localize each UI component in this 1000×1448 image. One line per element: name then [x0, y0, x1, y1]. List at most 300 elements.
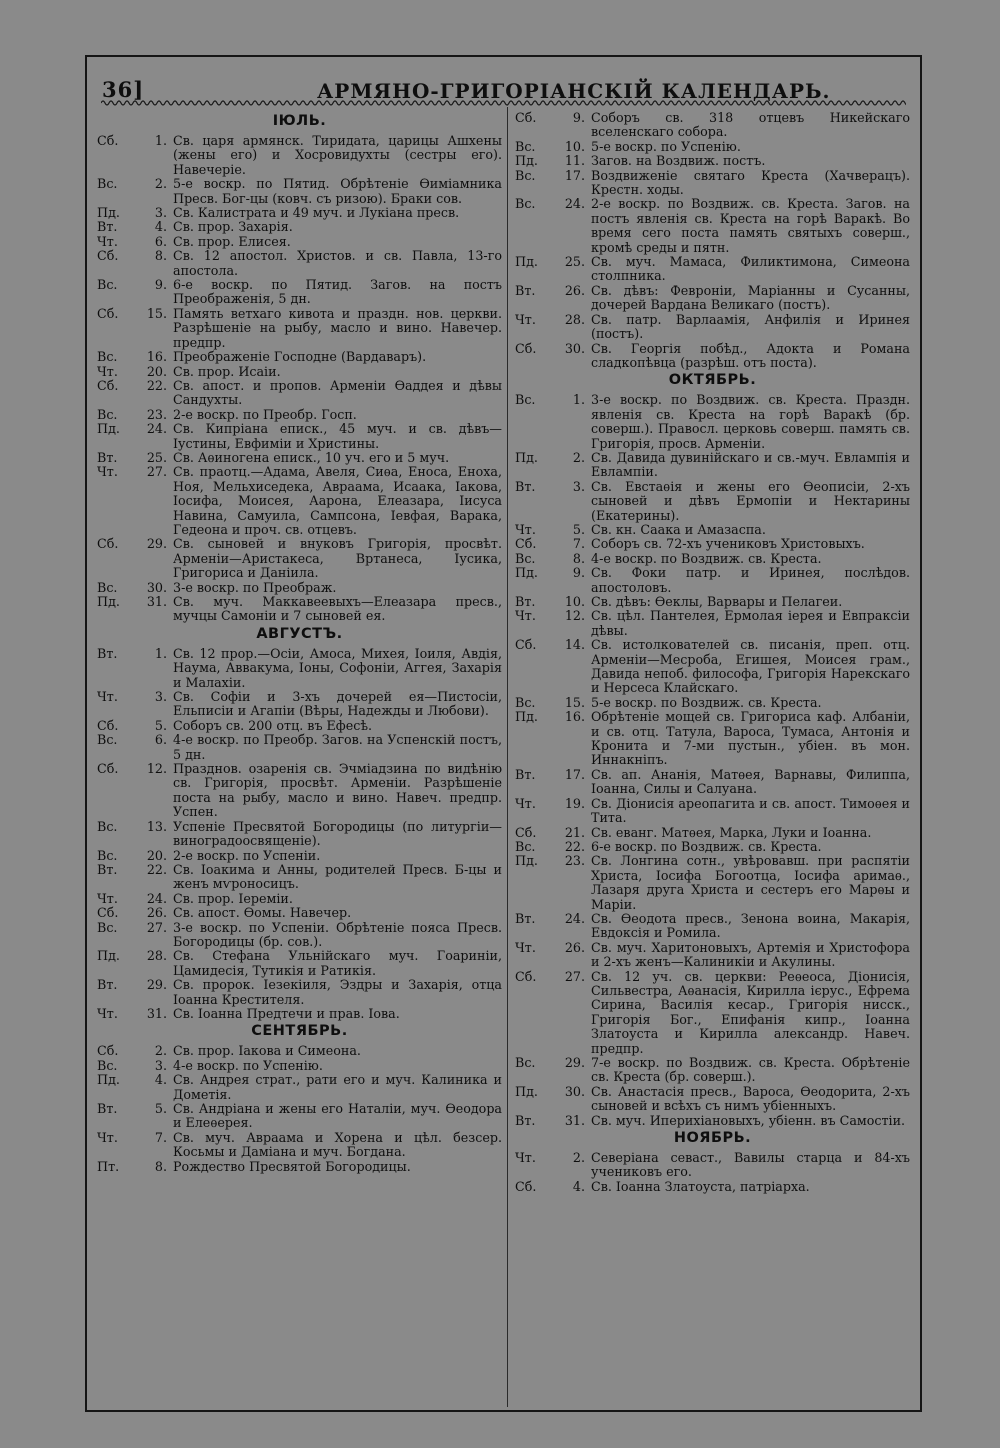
feast-text: Св. муч. Маккавеевыхъ—Елеазара пресв., мучцы Самоніи и 7 сыновей ея.: [173, 594, 502, 624]
month-section: [97, 626, 502, 1022]
feast-text: Преображеніе Господне (Вардаваръ).: [173, 349, 427, 365]
day-number: 22.: [564, 838, 585, 854]
calendar-entry: [515, 523, 910, 537]
calendar-entry: [515, 393, 910, 451]
calendar-entry: [515, 840, 910, 854]
feast-text: Обрѣтеніе мощей св. Григориса каф. Албаніи, и св. отц. Татула, Вароса, Тумаса, Антонія и Кронита и 7-ми пустын., убіен. въ мон. Иннакніпъ.: [591, 709, 910, 768]
calendar-entry: [515, 797, 910, 826]
day-number: 3.: [154, 689, 167, 705]
calendar-entry: [515, 595, 910, 609]
calendar-entry: [97, 949, 502, 978]
feast-text: Воздвиженіе святаго Креста (Хачверацъ). Крестн. ходы.: [591, 167, 910, 198]
month-section: [515, 372, 910, 1128]
day-number: 6.: [154, 732, 167, 748]
month-heading: ОКТЯБРЬ.: [668, 372, 757, 389]
calendar-entry: [515, 768, 910, 797]
calendar-entry: [97, 537, 502, 580]
calendar-entry: [515, 1180, 910, 1194]
feast-text: 2-е воскр. по Преобр. Госп.: [173, 406, 357, 422]
day-number: 1.: [154, 645, 167, 661]
feast-text: Св. прор. Захарія.: [173, 219, 293, 235]
feast-text: Св. муч. Авраама и Хорена и цѣл. безсер. Косьмы и Даміана и муч. Богдана.: [173, 1129, 502, 1160]
feast-text: Св. Давида дувинійскаго и св.-муч. Евлампія и Евлампіи.: [591, 449, 910, 480]
day-number: 9.: [572, 565, 585, 581]
month-heading: СЕНТЯБРЬ.: [251, 1023, 348, 1040]
calendar-entry: [515, 1114, 910, 1128]
feast-text: Св. Іоакима и Анны, родителей Пресв. Б-цы и женъ мѵроносицъ.: [173, 861, 502, 892]
weekday: Вт.: [515, 766, 536, 782]
weekday: Вс.: [97, 847, 118, 863]
weekday: Вс.: [515, 167, 536, 183]
calendar-entry: [97, 863, 502, 892]
feast-text: Св. дѣвъ: Ѳеклы, Варвары и Пелагеи.: [591, 594, 843, 609]
calendar-entry: [515, 313, 910, 342]
day-number: 11.: [564, 153, 585, 169]
day-number: 4.: [572, 1178, 585, 1194]
day-number: 8.: [154, 1158, 167, 1174]
day-number: 4.: [154, 219, 167, 235]
month-section: [97, 1023, 502, 1174]
weekday: Пд.: [515, 1083, 538, 1099]
calendar-entry: [515, 970, 910, 1056]
feast-text: Св. пророк. Іезекіиля, Эздры и Захарія, отца Іоанна Крестителя.: [173, 977, 502, 1007]
calendar-entry: [515, 255, 910, 284]
calendar-entry: [97, 451, 502, 465]
weekday: Чт.: [97, 464, 118, 480]
day-number: 3.: [154, 205, 167, 221]
weekday: Вт.: [97, 977, 118, 993]
day-number: 26.: [564, 939, 585, 955]
month-heading: НОЯБРЬ.: [673, 1130, 752, 1147]
weekday: Чт.: [97, 363, 118, 379]
day-number: 25.: [146, 449, 167, 465]
day-number: 24.: [564, 910, 585, 926]
weekday: Сб.: [97, 761, 119, 777]
feast-text: Св. истолкователей св. писанія, преп. отц. Арменіи—Месроба, Егишея, Моисея грам., Давида непоб. философа, Григорія Нарекскаго и Нерсеса Клайскаго.: [591, 637, 910, 696]
calendar-entry: [97, 307, 502, 350]
weekday: Вс.: [97, 277, 118, 293]
day-number: 28.: [564, 311, 585, 327]
weekday: Вт.: [97, 861, 118, 877]
column-divider: [507, 107, 508, 1407]
calendar-entry: [97, 177, 502, 206]
weekday: Пд.: [515, 565, 538, 581]
calendar-entry: [515, 566, 910, 595]
day-number: 27.: [146, 919, 167, 935]
day-number: 24.: [146, 890, 167, 906]
day-number: 4.: [154, 1072, 167, 1088]
weekday: Вс.: [97, 818, 118, 834]
feast-text: 2-е воскр. по Воздвиж. св. Креста. Загов. на постъ явленія св. Креста на горѣ Варакѣ. Во время сего поста память святыхъ соверш., кромѣ среды и пятн.: [591, 196, 910, 255]
calendar-entry: [515, 169, 910, 198]
day-number: 27.: [146, 464, 167, 480]
calendar-entry: [97, 235, 502, 249]
day-number: 1.: [572, 392, 585, 408]
day-number: 15.: [564, 694, 585, 710]
running-header: [87, 65, 920, 103]
feast-text: Соборъ св. 200 отц. въ Ефесѣ.: [173, 717, 373, 733]
calendar-entry: [97, 1073, 502, 1102]
weekday: Сб.: [515, 637, 537, 653]
day-number: 10.: [564, 138, 585, 154]
feast-text: 2-е воскр. по Успеніи.: [173, 847, 321, 863]
day-number: 17.: [564, 167, 585, 183]
calendar-entry: [97, 350, 502, 364]
day-number: 29.: [564, 1055, 585, 1070]
feast-text: Празднов. озаренія св. Эчміадзина по видѣнію св. Григорія, просвѣт. Арменіи. Разрѣшеніе поста на рыбу, масло и вино. Навеч. предпр. Успен.: [173, 761, 502, 820]
day-number: 24.: [146, 421, 167, 437]
weekday: Пд.: [515, 709, 538, 725]
calendar-entry: [97, 365, 502, 379]
day-number: 13.: [146, 818, 167, 834]
day-number: 9.: [154, 277, 167, 293]
calendar-entry: [97, 849, 502, 863]
day-number: 21.: [564, 824, 585, 840]
weekday: Вт.: [97, 1101, 118, 1116]
right-column: [515, 111, 910, 1194]
day-number: 19.: [564, 795, 585, 811]
feast-text: Св. 12 апостол. Христов. и св. Павла, 13-го апостола.: [173, 248, 502, 278]
day-number: 23.: [564, 853, 585, 869]
weekday: Чт.: [515, 795, 536, 811]
weekday: Сб.: [97, 305, 119, 321]
calendar-entry: [97, 206, 502, 220]
weekday: Чт.: [515, 939, 536, 955]
weekday: Чт.: [515, 311, 536, 327]
weekday: Вт.: [97, 219, 118, 235]
feast-text: Св. Фоки патр. и Иринея, послѣдов. апостоловъ.: [591, 565, 910, 595]
calendar-entry: [515, 854, 910, 912]
feast-text: Св. праотц.—Адама, Авеля, Сиѳа, Еноса, Еноха, Ноя, Мельхиседека, Авраама, Исаака, Іакова, Іосифа, Моисея, Аарона, Елеазара, Іисуса Навина, Самуила, Сампсона, Іевфая, Варака, Гедеона и проч. св. отцевъ.: [173, 464, 502, 537]
feast-text: Св. Анастасія пресв., Вароса, Ѳеодорита, 2-хъ сыновей и всѣхъ съ нимъ убіенныхъ.: [591, 1083, 910, 1114]
feast-text: Соборъ св. 318 отцевъ Никейскаго вселенскаго собора.: [591, 110, 910, 140]
weekday: Сб.: [97, 248, 119, 264]
calendar-entry: [515, 480, 910, 523]
feast-text: Рождество Пресвятой Богородицы.: [173, 1158, 411, 1174]
weekday: Вс.: [515, 838, 536, 854]
feast-text: 6-е воскр. по Воздвиж. св. Креста.: [591, 838, 822, 854]
calendar-entry: [97, 1044, 502, 1058]
calendar-entry: [97, 1131, 502, 1160]
weekday: Пд.: [97, 205, 120, 221]
calendar-entry: [97, 762, 502, 820]
page-frame: [85, 55, 922, 1412]
calendar-entry: [515, 609, 910, 638]
calendar-entry: [97, 134, 502, 177]
feast-text: 3-е воскр. по Преображ.: [173, 579, 337, 595]
feast-text: Св. апост. и пропов. Арменіи Ѳаддея и дѣвы Сандухты.: [173, 377, 502, 408]
feast-text: Св. муч. Харитоновыхъ, Артемія и Христофора и 2-хъ женъ—Калиникіи и Акулины.: [591, 939, 910, 970]
calendar-entry: [97, 220, 502, 234]
feast-text: Память ветхаго кивота и праздн. нов. церкви. Разрѣшеніе на рыбу, масло и вино. Навечер. предпр.: [173, 305, 502, 350]
month-heading: ІЮЛЬ.: [272, 113, 327, 129]
running-title: АРМЯНО-ГРИГОРІАНСКІЙ КАЛЕНДАРЬ.: [317, 79, 831, 103]
day-number: 2.: [154, 1043, 167, 1059]
calendar-entry: [97, 906, 502, 920]
day-number: 8.: [154, 248, 167, 264]
feast-text: Св. Стефана Ульнійскаго муч. Гоариніи, Цамидесія, Тутикія и Ратикія.: [173, 948, 502, 978]
day-number: 14.: [564, 637, 585, 653]
calendar-entry: [515, 1056, 910, 1085]
day-number: 17.: [564, 766, 585, 782]
weekday: Сб.: [97, 717, 119, 733]
day-number: 31.: [146, 594, 167, 609]
day-number: 22.: [146, 377, 167, 393]
weekday: Вс.: [97, 579, 118, 595]
day-number: 30.: [564, 1083, 585, 1099]
month-section: [515, 111, 910, 370]
weekday: Сб.: [515, 968, 537, 984]
calendar-entry: [515, 342, 910, 371]
calendar-entry: [515, 140, 910, 154]
feast-text: 5-е воскр. по Воздвиж. св. Креста.: [591, 694, 822, 710]
day-number: 5.: [154, 1101, 167, 1116]
feast-text: Св. цѣл. Пантелея, Ермолая іерея и Евпраксіи дѣвы.: [591, 608, 910, 638]
calendar-entry: [97, 921, 502, 950]
day-number: 24.: [564, 196, 585, 212]
feast-text: 5-е воскр. по Успенію.: [591, 138, 741, 154]
feast-text: Св. Іоанна Златоуста, патріарха.: [591, 1178, 810, 1194]
day-number: 12.: [564, 608, 585, 624]
day-number: 16.: [146, 349, 167, 365]
feast-text: Успеніе Пресвятой Богородицы (по литургіи—виноградоосвященіе).: [173, 818, 502, 849]
calendar-entry: [97, 595, 502, 624]
weekday: Вс.: [97, 406, 118, 422]
left-column: [97, 111, 502, 1174]
feast-text: Св. еванг. Матѳея, Марка, Луки и Іоанна.: [591, 824, 872, 840]
weekday: Вс.: [515, 694, 536, 710]
feast-text: Св. Софіи и 3-хъ дочерей ея—Пистосіи, Ельписіи и Агапіи (Вѣры, Надежды и Любови).: [173, 689, 502, 719]
weekday: Пд.: [515, 153, 538, 169]
calendar-entry: [515, 154, 910, 168]
calendar-entry: [515, 284, 910, 313]
day-number: 2.: [154, 176, 167, 192]
feast-text: Св. Евстаѳія и жены его Ѳеописіи, 2-хъ сыновей и дѣвъ Ермопіи и Нектарины (Екатерины).: [591, 478, 910, 523]
calendar-entry: [515, 912, 910, 941]
feast-text: Св. 12 прор.—Осіи, Амоса, Михея, Іоиля, Авдія, Наума, Аввакума, Іоны, Софоніи, Аггея, Захарія и Малахіи.: [173, 645, 502, 690]
feast-text: Св. Кипріана еписк., 45 муч. и св. дѣвъ—Іустины, Евфиміи и Христины.: [173, 421, 502, 451]
weekday: Пд.: [97, 421, 120, 437]
day-number: 1.: [154, 133, 167, 148]
wavy-rule: [101, 98, 906, 108]
day-number: 28.: [146, 948, 167, 964]
feast-text: Загов. на Воздвиж. постъ.: [591, 153, 766, 169]
feast-text: Св. кн. Саака и Амазаспа.: [591, 521, 766, 537]
weekday: Сб.: [515, 340, 537, 356]
calendar-entry: [97, 892, 502, 906]
calendar-entry: [515, 696, 910, 710]
feast-text: Св. патр. Варлаамія, Анфилія и Иринея (постъ).: [591, 311, 910, 342]
day-number: 30.: [564, 340, 585, 356]
weekday: Вт.: [97, 449, 118, 465]
weekday: Вс.: [97, 732, 118, 748]
day-number: 3.: [154, 1057, 167, 1073]
weekday: Вт.: [515, 910, 536, 926]
calendar-entry: [515, 710, 910, 768]
day-number: 30.: [146, 579, 167, 595]
feast-text: 4-е воскр. по Преобр. Загов. на Успенскій постъ, 5 дн.: [173, 732, 502, 762]
month-section: [515, 1130, 910, 1194]
weekday: Вт.: [515, 1112, 536, 1128]
calendar-entry: [97, 1007, 502, 1021]
day-number: 5.: [154, 717, 167, 733]
feast-text: Св. прор. Елисея.: [173, 233, 291, 249]
feast-text: 3-е воскр. по Воздвиж. св. Креста. Праздн. явленія св. Креста на горѣ Варакѣ (бр. соверш.). Правосл. церковь соверш. память св. Григорія, просв. Арменіи.: [591, 392, 910, 451]
feast-text: 6-е воскр. по Пятид. Загов. на постъ Преображенія, 5 дн.: [173, 277, 502, 307]
calendar-entry: [97, 719, 502, 733]
feast-text: Св. Георгія побѣд., Адокта и Романа сладкопѣвца (разрѣш. отъ поста).: [591, 340, 910, 370]
feast-text: Св. муч. Иперихіановыхъ, убіенн. въ Самостіи.: [591, 1112, 906, 1128]
calendar-entry: [97, 647, 502, 690]
feast-text: Св. Діонисія ареопагита и св. апост. Тимоѳея и Тита.: [591, 795, 910, 826]
feast-text: Соборъ св. 72-хъ учениковъ Христовыхъ.: [591, 536, 865, 552]
weekday: Чт.: [97, 689, 118, 705]
feast-text: Св. ап. Ананія, Матѳея, Варнавы, Филиппа, Іоанна, Силы и Салуана.: [591, 766, 910, 797]
feast-text: Св. апост. Ѳомы. Навечер.: [173, 905, 352, 921]
feast-text: Св. царя армянск. Тиридата, царицы Ашхены (жены его) и Хосровидухты (сестры его). Навечеріе.: [173, 133, 502, 177]
weekday: Чт.: [515, 608, 536, 624]
weekday: Сб.: [97, 905, 119, 921]
calendar-entry: [97, 690, 502, 719]
calendar-entry: [515, 1085, 910, 1114]
feast-text: Св. прор. Іереміи.: [173, 890, 293, 906]
day-number: 12.: [146, 761, 167, 777]
feast-text: Св. Ѳеодота пресв., Зенона воина, Макарія, Евдоксія и Ромила.: [591, 910, 910, 941]
day-number: 26.: [564, 282, 585, 298]
calendar-entry: [515, 197, 910, 255]
day-number: 27.: [564, 968, 585, 984]
calendar-entry: [97, 278, 502, 307]
calendar-entry: [97, 581, 502, 595]
calendar-entry: [515, 638, 910, 696]
calendar-entry: [515, 941, 910, 970]
day-number: 20.: [146, 847, 167, 863]
weekday: Вс.: [515, 550, 536, 566]
day-number: 10.: [564, 594, 585, 609]
feast-text: 7-е воскр. по Воздвиж. св. Креста. Обрѣтеніе св. Креста (бр. соверш.).: [591, 1055, 910, 1085]
weekday: Пд.: [97, 948, 120, 964]
calendar-entry: [97, 249, 502, 278]
calendar-entry: [515, 826, 910, 840]
month-section: [97, 113, 502, 624]
day-number: 20.: [146, 363, 167, 379]
page-number: 36]: [102, 77, 145, 102]
calendar-entry: [97, 978, 502, 1007]
weekday: Пд.: [515, 449, 538, 465]
day-number: 2.: [572, 1150, 585, 1166]
weekday: Чт.: [97, 890, 118, 906]
weekday: Пд.: [97, 1072, 120, 1088]
calendar-entry: [97, 1160, 502, 1174]
calendar-entry: [515, 451, 910, 480]
calendar-entry: [97, 1059, 502, 1073]
weekday: Сб.: [515, 536, 537, 552]
weekday: Сб.: [515, 1178, 537, 1194]
calendar-entry: [97, 733, 502, 762]
weekday: Сб.: [97, 377, 119, 393]
day-number: 9.: [572, 110, 585, 125]
day-number: 31.: [564, 1112, 585, 1128]
weekday: Пд.: [97, 594, 120, 609]
feast-text: Св. Андріана и жены его Наталіи, муч. Ѳеодора и Елеѳерея.: [173, 1101, 502, 1131]
feast-text: Св. Лонгина сотн., увѣровавш. при распятіи Христа, Іосифа Богоотца, Іосифа аримаѳ., Лазаря друга Христа и сестеръ его Марѳы и Маріи.: [591, 853, 910, 912]
day-number: 8.: [572, 550, 585, 566]
feast-text: Северіана севаст., Вавилы старца и 84-хъ учениковъ его.: [591, 1150, 910, 1180]
weekday: Вс.: [97, 349, 118, 365]
day-number: 2.: [572, 449, 585, 465]
weekday: Вт.: [515, 478, 536, 494]
weekday: Сб.: [515, 110, 537, 125]
calendar-entry: [97, 465, 502, 537]
day-number: 29.: [146, 536, 167, 552]
feast-text: 3-е воскр. по Успеніи. Обрѣтеніе пояса Пресв. Богородицы (бр. сов.).: [173, 919, 502, 949]
weekday: Пт.: [97, 1158, 120, 1174]
feast-text: Св. 12 уч. св. церкви: Реѳеоса, Діонисія, Сильвестра, Аѳанасія, Кирилла ієрус., Ефрема Сирина, Василія кесар., Григорія нисск., Григорія Бог., Епифанія кипр., Іоанна Златоуста и Кирилла александр. Навеч. предпр.: [591, 968, 910, 1056]
weekday: Вс.: [515, 1055, 536, 1070]
feast-text: Св. дѣвъ: Февроніи, Маріанны и Сусанны, дочерей Вардана Великаго (постъ).: [591, 282, 910, 313]
weekday: Вт.: [97, 645, 118, 661]
weekday: Сб.: [97, 1043, 119, 1059]
calendar-entry: [515, 537, 910, 551]
calendar-entry: [97, 1102, 502, 1131]
day-number: 6.: [154, 233, 167, 249]
weekday: Чт.: [515, 1150, 536, 1166]
weekday: Сб.: [515, 824, 537, 840]
day-number: 26.: [146, 905, 167, 921]
weekday: Вс.: [97, 176, 118, 192]
calendar-entry: [97, 422, 502, 451]
day-number: 7.: [572, 536, 585, 552]
feast-text: Св. Калистрата и 49 муч. и Лукіана пресв.: [173, 205, 460, 221]
feast-text: Св. прор. Исаіи.: [173, 363, 281, 379]
day-number: 15.: [146, 305, 167, 321]
weekday: Чт.: [515, 521, 536, 537]
feast-text: 5-е воскр. по Пятид. Обрѣтеніе Ѳиміамника Пресв. Бог-цы (ковч. съ ризою). Браки сов.: [173, 176, 502, 206]
month-heading: АВГУСТЪ.: [256, 625, 343, 642]
weekday: Пд.: [515, 853, 538, 869]
weekday: Сб.: [97, 133, 119, 148]
weekday: Вс.: [97, 919, 118, 935]
feast-text: 4-е воскр. по Воздвиж. св. Креста.: [591, 550, 822, 566]
feast-text: Св. муч. Мамаса, Филиктимона, Симеона столпника.: [591, 254, 910, 284]
weekday: Чт.: [97, 233, 118, 249]
weekday: Вт.: [515, 594, 536, 609]
day-number: 23.: [146, 406, 167, 422]
weekday: Чт.: [97, 1005, 118, 1021]
day-number: 22.: [146, 861, 167, 877]
day-number: 16.: [564, 709, 585, 725]
calendar-entry: [97, 408, 502, 422]
day-number: 29.: [146, 977, 167, 993]
feast-text: Св. Андрея страт., рати его и муч. Калиника и Дометія.: [173, 1072, 502, 1102]
weekday: Вт.: [515, 282, 536, 298]
feast-text: Св. Іоанна Предтечи и прав. Іова.: [173, 1005, 400, 1021]
feast-text: Св. Аѳиногена еписк., 10 уч. его и 5 муч.: [173, 449, 450, 465]
weekday: Вс.: [515, 196, 536, 212]
weekday: Вс.: [515, 138, 536, 154]
day-number: 25.: [564, 254, 585, 270]
feast-text: Св. прор. Іакова и Симеона.: [173, 1043, 361, 1059]
calendar-entry: [515, 552, 910, 566]
day-number: 5.: [572, 521, 585, 537]
day-number: 7.: [154, 1129, 167, 1145]
calendar-entry: [515, 1151, 910, 1180]
weekday: Вс.: [515, 392, 536, 408]
day-number: 31.: [146, 1005, 167, 1021]
calendar-entry: [97, 820, 502, 849]
weekday: Пд.: [515, 254, 538, 270]
calendar-entry: [515, 111, 910, 140]
